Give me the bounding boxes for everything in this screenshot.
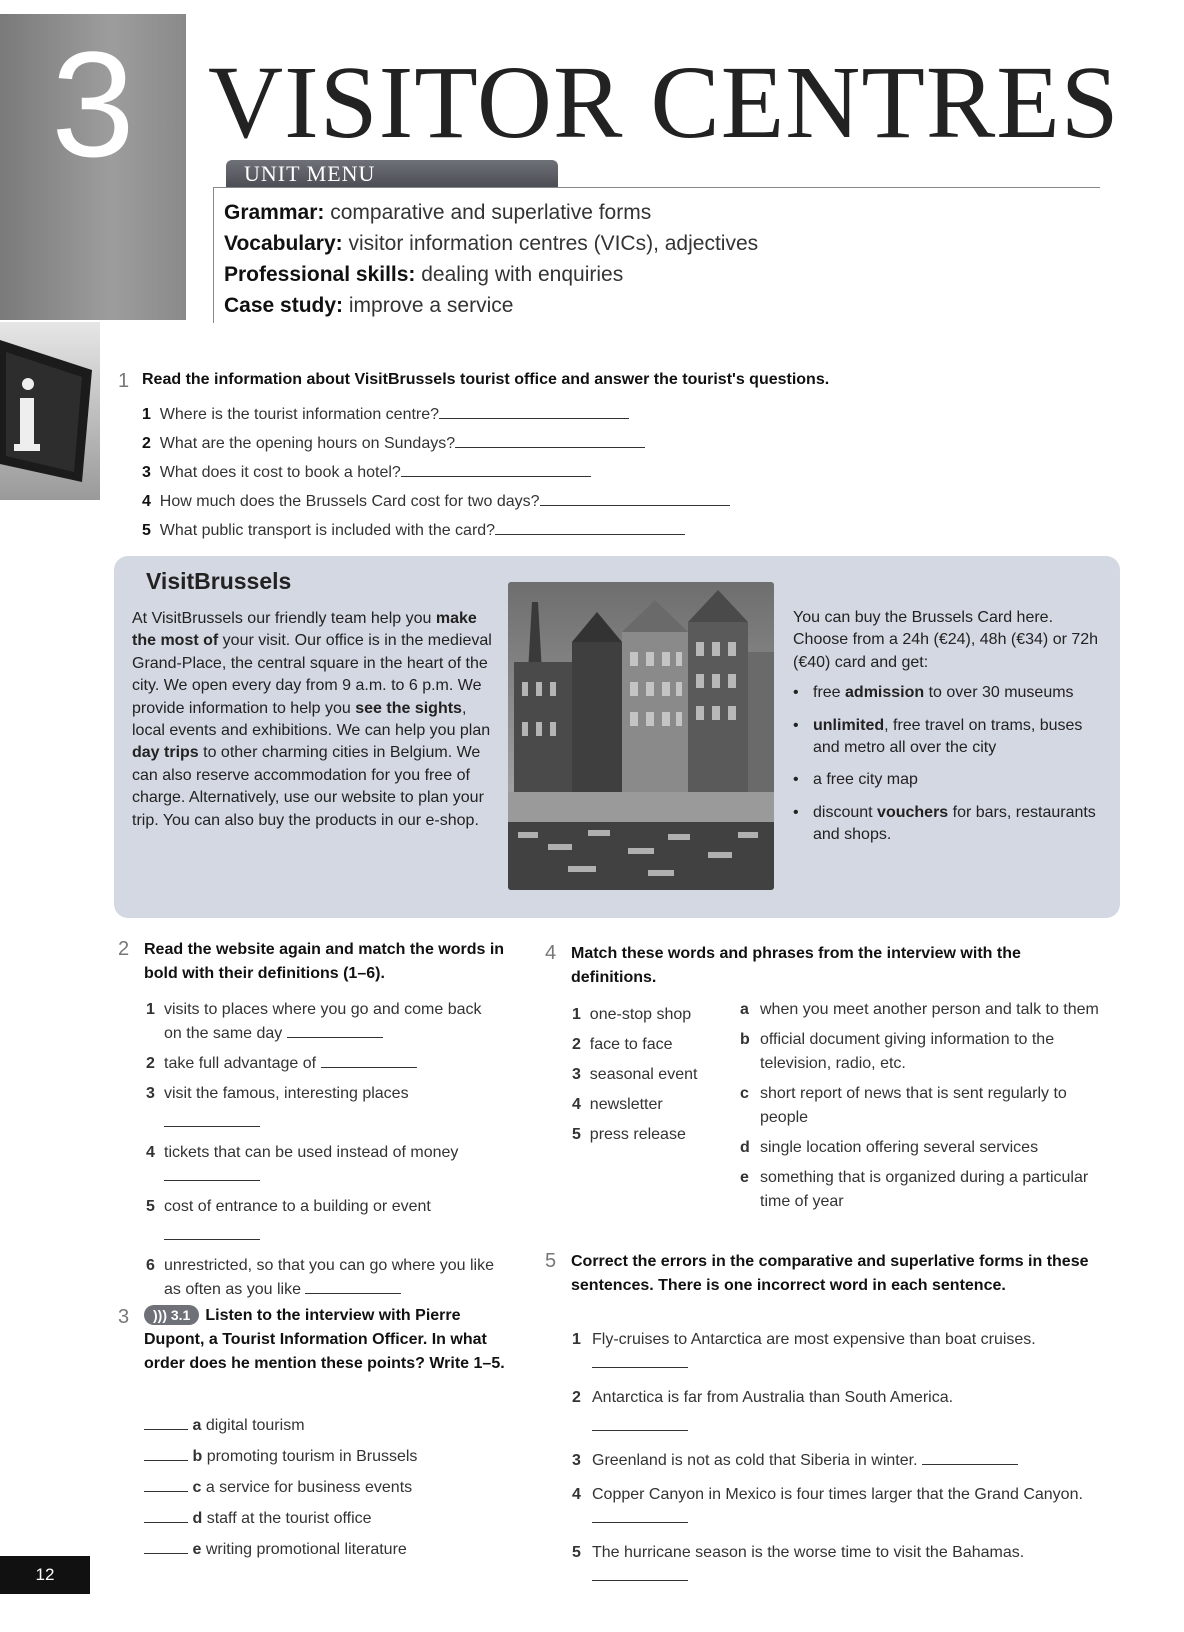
answer-blank[interactable]	[592, 1416, 688, 1431]
list-item: 1 Fly-cruises to Antarctica are most expensive than boat cruises.	[572, 1328, 1092, 1376]
list-item: 4 Copper Canyon in Mexico is four times larger that the Grand Canyon.	[572, 1483, 1092, 1531]
answer-blank[interactable]	[164, 1166, 260, 1181]
list-item: 3 visit the famous, interesting places	[146, 1082, 496, 1135]
ex1-number: 1	[118, 370, 130, 392]
answer-blank[interactable]	[144, 1415, 188, 1430]
ex3-items	[144, 1410, 504, 1565]
menu-vocabulary: Vocabulary: visitor information centres (VICs), adjectives	[224, 232, 759, 255]
answer-blank[interactable]	[144, 1446, 188, 1461]
list-item: 1 visits to places where you go and come back on the same day	[146, 1001, 482, 1042]
answer-blank[interactable]	[540, 491, 730, 506]
list-item: c short report of news that is sent regularly to people	[740, 1085, 1067, 1126]
list-item: 5 cost of entrance to a building or event	[146, 1195, 496, 1248]
ex1-questions	[142, 400, 902, 545]
list-item: b official document giving information to the television, radio, etc.	[740, 1031, 1055, 1072]
ex2-number: 2	[118, 938, 130, 960]
list-item: • free admission to over 30 museums	[793, 682, 1109, 704]
unit-title: VISITOR CENTRES	[208, 45, 1120, 160]
list-item: 6 unrestricted, so that you can go where you like as often as you like	[146, 1257, 494, 1298]
answer-blank[interactable]	[592, 1566, 688, 1581]
answer-blank[interactable]	[592, 1353, 688, 1368]
list-item: a when you meet another person and talk to them	[740, 1001, 1099, 1018]
list-item: 3 Greenland is not as cold that Siberia in winter.	[572, 1449, 1092, 1473]
list-item: • discount vouchers for bars, restaurants and shops.	[793, 802, 1109, 847]
list-item: • unlimited, free travel on trams, buses and metro all over the city	[793, 715, 1109, 760]
list-item: 4 How much does the Brussels Card cost for two days?	[142, 487, 902, 516]
list-item: 5 The hurricane season is the worse time to visit the Bahamas.	[572, 1541, 1092, 1589]
list-item: d staff at the tourist office	[144, 1503, 504, 1534]
answer-blank[interactable]	[321, 1053, 417, 1068]
answer-blank[interactable]	[144, 1539, 188, 1554]
panel-title: VisitBrussels	[146, 568, 292, 594]
answer-blank[interactable]	[305, 1279, 401, 1294]
answer-blank[interactable]	[287, 1023, 383, 1038]
ex1-instruction: Read the information about VisitBrussels tourist office and answer the tourist's questions.	[142, 371, 830, 388]
ex5-items	[572, 1328, 1092, 1599]
list-item: c a service for business events	[144, 1472, 504, 1503]
answer-blank[interactable]	[401, 462, 591, 477]
menu-case-study: Case study: improve a service	[224, 294, 514, 317]
list-item: 4 newsletter	[572, 1096, 663, 1113]
grand-place-photo	[508, 582, 774, 890]
list-item: • a free city map	[793, 769, 1109, 791]
menu-professional-skills: Professional skills: dealing with enquiries	[224, 263, 624, 286]
list-item: 2 take full advantage of	[146, 1052, 496, 1076]
answer-blank[interactable]	[455, 433, 645, 448]
ex4-terms	[572, 1000, 732, 1150]
info-sign-icon	[0, 322, 100, 500]
list-item: a digital tourism	[144, 1410, 504, 1441]
brussels-card-text	[793, 607, 1109, 857]
list-item: 2 What are the opening hours on Sundays?	[142, 429, 902, 458]
answer-blank[interactable]	[439, 404, 629, 419]
list-item: d single location offering several services	[740, 1139, 1039, 1156]
ex4-instruction: Match these words and phrases from the interview with the definitions.	[571, 945, 1021, 986]
answer-blank[interactable]	[144, 1477, 188, 1492]
list-item: 2 face to face	[572, 1036, 673, 1053]
audio-track-badge[interactable]: ))) 3.1	[144, 1305, 199, 1325]
ex3-number: 3	[118, 1306, 130, 1328]
list-item: 1 Where is the tourist information centre?	[142, 400, 902, 429]
ex2-items	[146, 998, 496, 1308]
answer-blank[interactable]	[592, 1508, 688, 1523]
card-benefits	[793, 682, 1109, 846]
answer-blank[interactable]	[144, 1508, 188, 1523]
unit-menu-tab: UNIT MENU	[226, 160, 558, 187]
list-item: 5 press release	[572, 1126, 686, 1143]
menu-grammar: Grammar: comparative and superlative forms	[224, 201, 652, 224]
list-item: 1 one-stop shop	[572, 1006, 692, 1023]
list-item: 5 What public transport is included with the card?	[142, 516, 902, 545]
ex4-definitions	[740, 998, 1102, 1220]
panel-text: At VisitBrussels our friendly team help you make the most of your visit. Our office is in the medieval Grand-Place, the central square in the heart of the city. We open every day from 9 a.m. to 6 p.m. We provide information to help you see the sights, local events and exhibitions. We can help you plan day trips to other charming cities in Belgium. We can also reserve accommodation for you free of charge. Alternatively, use our website to plan your trip. You can also buy the products in our e-shop.	[132, 610, 492, 829]
list-item: e writing promotional literature	[144, 1534, 504, 1565]
list-item: 4 tickets that can be used instead of money	[146, 1141, 496, 1189]
list-item: e something that is organized during a particular time of year	[740, 1169, 1089, 1210]
answer-blank[interactable]	[164, 1112, 260, 1127]
list-item: 3 seasonal event	[572, 1066, 698, 1083]
ex3-instruction: ))) 3.1 Listen to the interview with Pierre Dupont, a Tourist Information Officer. In what order does he mention these points? Write 1–5.	[144, 1307, 505, 1372]
answer-blank[interactable]	[164, 1225, 260, 1240]
ex5-instruction: Correct the errors in the comparative and superlative forms in these sentences. There is one incorrect word in each sentence.	[571, 1253, 1089, 1294]
list-item: b promoting tourism in Brussels	[144, 1441, 504, 1472]
answer-blank[interactable]	[495, 520, 685, 535]
unit-menu-rule	[214, 187, 1100, 188]
list-item: 3 What does it cost to book a hotel?	[142, 458, 902, 487]
unit-menu-bar	[213, 187, 214, 323]
answer-blank[interactable]	[922, 1450, 1018, 1465]
page-number: 12	[0, 1556, 90, 1594]
ex4-number: 4	[545, 942, 557, 964]
list-item: 2 Antarctica is far from Australia than South America.	[572, 1386, 1092, 1439]
ex2-instruction: Read the website again and match the words in bold with their definitions (1–6).	[144, 941, 505, 982]
ex5-number: 5	[545, 1250, 557, 1272]
card-intro: You can buy the Brussels Card here. Choose from a 24h (€24), 48h (€34) or 72h (€40) card and get:	[793, 609, 1099, 671]
unit-number: 3	[51, 20, 135, 188]
